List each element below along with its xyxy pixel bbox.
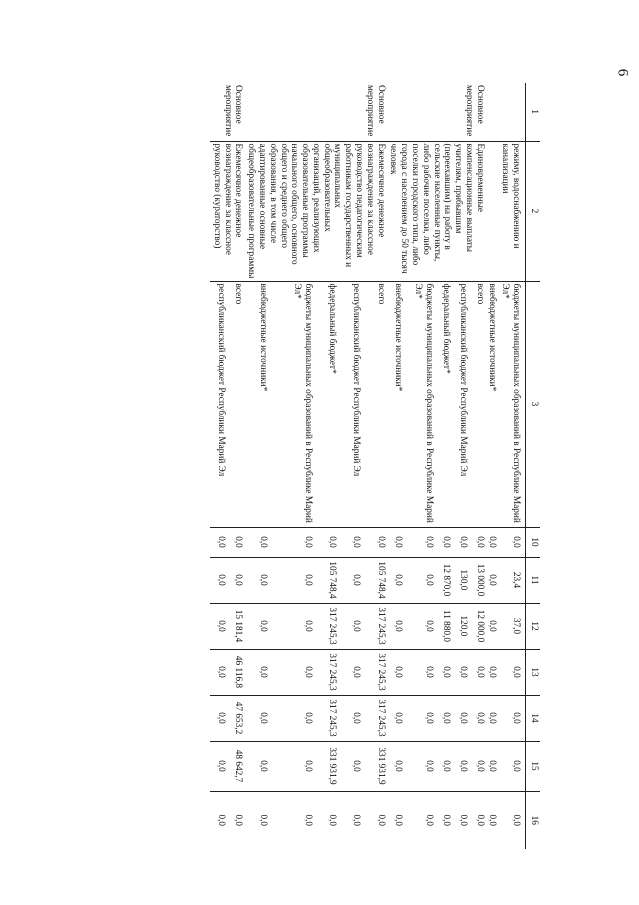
value-cell: 105 748,4 xyxy=(362,557,386,603)
value-cell: 0,0 xyxy=(387,557,404,603)
value-cell: 0,0 xyxy=(486,527,499,557)
funding-source: федеральный бюджет* xyxy=(314,281,338,527)
value-cell: 317 245,3 xyxy=(362,695,386,741)
rotated-table-container xyxy=(94,83,540,849)
funding-source: республиканский бюджет Республики Марий Эл xyxy=(210,281,227,527)
value-cell: 0,0 xyxy=(435,741,452,791)
value-cell: 0,0 xyxy=(498,695,525,741)
funding-source: всего xyxy=(362,281,386,527)
value-cell: 0,0 xyxy=(452,741,469,791)
value-cell: 0,0 xyxy=(404,791,435,849)
value-cell: 317 245,3 xyxy=(362,649,386,695)
value-cell: 15 181,4 xyxy=(227,603,244,649)
col-number: 10 xyxy=(526,527,541,557)
value-cell: 331 931,9 xyxy=(314,741,338,791)
value-cell: 47 653,2 xyxy=(227,695,244,741)
value-cell: 0,0 xyxy=(486,603,499,649)
value-cell: 0,0 xyxy=(338,741,362,791)
funding-source: бюджеты муниципальных образований в Республике Марий Эл* xyxy=(269,281,314,527)
value-cell: 0,0 xyxy=(498,527,525,557)
value-cell: 0,0 xyxy=(435,695,452,741)
value-cell: 0,0 xyxy=(498,741,525,791)
value-cell: 0,0 xyxy=(269,527,314,557)
value-cell: 0,0 xyxy=(269,649,314,695)
value-cell: 0,0 xyxy=(387,527,404,557)
funding-source: всего xyxy=(227,281,244,527)
funding-source: бюджеты муниципальных образований в Республике Марий Эл* xyxy=(404,281,435,527)
value-cell: 0,0 xyxy=(314,791,338,849)
value-cell: 0,0 xyxy=(404,695,435,741)
value-cell: 0,0 xyxy=(469,741,486,791)
value-cell: 0,0 xyxy=(362,527,386,557)
col-number: 3 xyxy=(526,281,541,527)
value-cell: 12 000,0 xyxy=(469,603,486,649)
funding-source: республиканский бюджет Республики Марий Эл xyxy=(338,281,362,527)
value-cell: 37,0 xyxy=(498,603,525,649)
table-row xyxy=(362,83,386,849)
value-cell: 0,0 xyxy=(227,527,244,557)
col-number: 16 xyxy=(526,791,541,849)
value-cell: 130,0 xyxy=(452,557,469,603)
col-number: 1 xyxy=(526,83,541,141)
value-cell: 0,0 xyxy=(314,527,338,557)
value-cell: 0,0 xyxy=(486,695,499,741)
value-cell: 0,0 xyxy=(269,695,314,741)
funding-source: внебюджетные источники* xyxy=(486,281,499,527)
value-cell: 0,0 xyxy=(210,649,227,695)
value-cell: 0,0 xyxy=(244,603,268,649)
table-row xyxy=(227,83,244,849)
page-number: 6 xyxy=(614,68,631,77)
value-cell: 0,0 xyxy=(486,741,499,791)
value-cell: 0,0 xyxy=(210,527,227,557)
col-number: 13 xyxy=(526,649,541,695)
value-cell: 0,0 xyxy=(338,603,362,649)
value-cell: 0,0 xyxy=(469,649,486,695)
row-description: Единовременные компенсационные выплаты учителям, прибывшим (переехавшим) на работу в сельские населенные пункты, либо рабочие поселки, либо поселки городского типа, либо города с населением до 50 тысяч человек xyxy=(387,141,486,281)
value-cell: 13 000,0 xyxy=(469,557,486,603)
col-number: 11 xyxy=(526,557,541,603)
row-description: Ежемесячное денежное вознаграждение за классное руководство педагогическим работникам государственных и муниципальных общеобразовательных организаций, реализующих образовательные программы начального общего, основного общего и среднего общего образования, в том числе адаптированные основные общеобразовательные программы xyxy=(244,141,386,281)
value-cell: 0,0 xyxy=(269,741,314,791)
table-row xyxy=(469,83,486,849)
value-cell: 0,0 xyxy=(210,791,227,849)
value-cell: 0,0 xyxy=(244,695,268,741)
value-cell: 48 642,7 xyxy=(227,741,244,791)
value-cell: 0,0 xyxy=(435,649,452,695)
value-cell: 0,0 xyxy=(227,791,244,849)
value-cell: 0,0 xyxy=(387,791,404,849)
value-cell: 0,0 xyxy=(486,649,499,695)
value-cell: 0,0 xyxy=(498,791,525,849)
value-cell: 0,0 xyxy=(435,791,452,849)
value-cell: 0,0 xyxy=(404,603,435,649)
value-cell: 11 880,0 xyxy=(435,603,452,649)
value-cell: 0,0 xyxy=(486,557,499,603)
value-cell: 0,0 xyxy=(404,557,435,603)
value-cell: 0,0 xyxy=(404,649,435,695)
value-cell: 0,0 xyxy=(210,741,227,791)
value-cell: 0,0 xyxy=(469,527,486,557)
value-cell: 0,0 xyxy=(244,527,268,557)
funding-source: внебюджетные источники* xyxy=(244,281,268,527)
value-cell: 0,0 xyxy=(338,557,362,603)
table-row xyxy=(498,83,525,849)
value-cell: 0,0 xyxy=(404,741,435,791)
funding-source: федеральный бюджет* xyxy=(435,281,452,527)
value-cell: 0,0 xyxy=(435,527,452,557)
value-cell: 317 245,3 xyxy=(314,603,338,649)
value-cell: 0,0 xyxy=(452,527,469,557)
value-cell: 0,0 xyxy=(210,695,227,741)
value-cell: 23,4 xyxy=(498,557,525,603)
row-type xyxy=(486,83,526,141)
value-cell: 0,0 xyxy=(244,557,268,603)
value-cell: 0,0 xyxy=(387,741,404,791)
value-cell: 0,0 xyxy=(486,791,499,849)
value-cell: 105 748,4 xyxy=(314,557,338,603)
value-cell: 46 116,8 xyxy=(227,649,244,695)
value-cell: 120,0 xyxy=(452,603,469,649)
value-cell: 0,0 xyxy=(269,603,314,649)
value-cell: 0,0 xyxy=(269,791,314,849)
value-cell: 0,0 xyxy=(227,557,244,603)
budget-table xyxy=(210,83,540,849)
funding-source: бюджеты муниципальных образований в Республике Марий Эл* xyxy=(498,281,525,527)
value-cell: 0,0 xyxy=(244,741,268,791)
value-cell: 0,0 xyxy=(469,695,486,741)
value-cell: 0,0 xyxy=(338,649,362,695)
value-cell: 0,0 xyxy=(210,603,227,649)
funding-source: внебюджетные источники* xyxy=(387,281,404,527)
col-number: 14 xyxy=(526,695,541,741)
funding-source: всего xyxy=(469,281,486,527)
value-cell: 0,0 xyxy=(244,649,268,695)
row-type: Основное мероприятие xyxy=(387,83,486,141)
row-description: режиму, водоснабжению и канализации xyxy=(486,141,526,281)
col-number: 2 xyxy=(526,141,541,281)
row-description: Ежемесячное денежное вознаграждение за классное руководство (кураторство) xyxy=(210,141,244,281)
value-cell: 0,0 xyxy=(452,695,469,741)
value-cell: 0,0 xyxy=(498,649,525,695)
col-number: 12 xyxy=(526,603,541,649)
value-cell: 0,0 xyxy=(244,791,268,849)
value-cell: 0,0 xyxy=(387,649,404,695)
value-cell: 331 931,9 xyxy=(362,741,386,791)
value-cell: 317 245,3 xyxy=(314,695,338,741)
value-cell: 0,0 xyxy=(404,527,435,557)
value-cell: 0,0 xyxy=(338,791,362,849)
value-cell: 0,0 xyxy=(452,649,469,695)
value-cell: 0,0 xyxy=(210,557,227,603)
row-type: Основное мероприятие xyxy=(210,83,244,141)
value-cell: 0,0 xyxy=(387,695,404,741)
col-number: 15 xyxy=(526,741,541,791)
value-cell: 317 245,3 xyxy=(362,603,386,649)
funding-source: республиканский бюджет Республики Марий Эл xyxy=(452,281,469,527)
row-type: Основное мероприятие xyxy=(244,83,386,141)
value-cell: 0,0 xyxy=(269,557,314,603)
value-cell: 0,0 xyxy=(338,695,362,741)
value-cell: 0,0 xyxy=(362,791,386,849)
value-cell: 317 245,3 xyxy=(314,649,338,695)
value-cell: 0,0 xyxy=(387,603,404,649)
value-cell: 0,0 xyxy=(452,791,469,849)
value-cell: 12 870,0 xyxy=(435,557,452,603)
value-cell: 0,0 xyxy=(469,791,486,849)
column-number-row xyxy=(526,83,541,849)
value-cell: 0,0 xyxy=(338,527,362,557)
